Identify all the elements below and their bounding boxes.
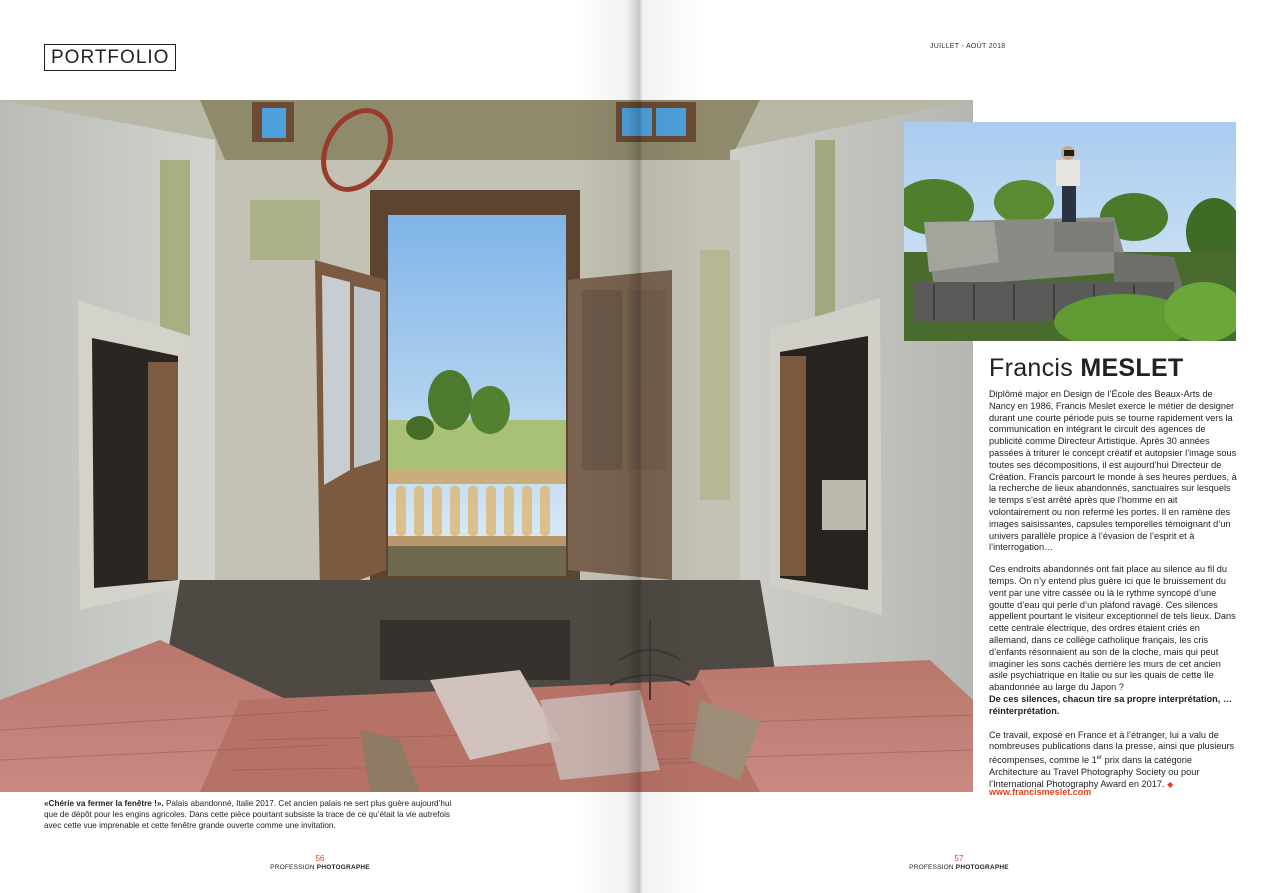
photo-caption — [44, 798, 464, 831]
folio-left — [260, 854, 380, 871]
article-paragraph-3-sup: er — [1096, 755, 1103, 762]
author-last-name: MESLET — [1080, 354, 1184, 382]
author-name — [989, 354, 1239, 382]
publication-name-right-b: PHOTOGRAPHE — [955, 864, 1009, 871]
publication-name-left-b: PHOTOGRAPHE — [316, 864, 370, 871]
article-paragraph-2-bold: De ces silences, chacun tire sa propre interprétation, … réinterprétation. — [989, 693, 1233, 716]
main-photo-abandoned-palace — [0, 100, 973, 792]
inset-photo-photographer-on-tank — [904, 122, 1236, 341]
article-paragraph-2 — [989, 564, 1239, 717]
folio-right — [899, 854, 1019, 871]
publication-name-right-a: PROFESSION — [909, 864, 956, 871]
author-first-name: Francis — [989, 354, 1081, 382]
article-paragraph-3 — [989, 730, 1239, 791]
publication-name-right — [909, 864, 1009, 871]
article-paragraph-3-a: Ce travail, exposé en France et à l’étranger, lui a valu de nombreuses publications dans la presse, ainsi que plusieurs récompenses, comme le 1 — [989, 729, 1235, 766]
page-number-left: 56 — [315, 854, 325, 863]
article-paragraph-1: Diplômé major en Design de l’École des Beaux-Arts de Nancy en 1986, Francis Meslet exerce le métier de designer durant une courte période puis se tourne rapidement vers la communication en intégrant le circuit des agences de publicité comme Directeur Artistique. Après 30 années passées à triturer le concept créatif et autopsier l’image sous toutes ses décompositions, il est aujourd’hui Directeur de Création. Francis parcourt le monde à ses heures perdues, à la recherche de lieux abandonnés, sanctuaires sur lesquels le temps s’est arrêté après que l’homme en ait volontairement ou non refermé les portes. Il en ramène des images saisissantes, capsules temporelles témoignant d’un univers parallèle propice à l’évasion de l’esprit et à l’interrogation… — [989, 389, 1237, 553]
author-website-link[interactable]: www.francismeslet.com — [989, 787, 1092, 797]
section-label: PORTFOLIO — [44, 44, 176, 71]
issue-date: JUILLET - AOÛT 2018 — [930, 43, 1006, 50]
caption-title: «Chérie va fermer la fenêtre !». — [44, 799, 164, 808]
page-number-right: 57 — [954, 854, 964, 863]
publication-name-left — [270, 864, 370, 871]
caption-text: Palais abandonné, Italie 2017. Cet ancien palais ne sert plus guère aujourd’hui que de dépôt pour les engins agricoles. Dans cette pièce pourtant subsiste la trace de ce qu’était la vie autrefois avec cette vue imprenable et cette fenêtre grande ouverte comme une invitation. — [44, 799, 452, 830]
article-column — [989, 354, 1239, 791]
publication-name-left-a: PROFESSION — [270, 864, 317, 871]
end-mark-icon: ◆ — [1167, 779, 1174, 789]
article-paragraph-3-b: prix dans la catégorie Architecture au Travel Photography Society ou pour l’International Photography Award en 2017. — [989, 755, 1200, 789]
article-paragraph-2-text: Ces endroits abandonnés ont fait place au silence au fil du temps. On n’y entend plus guère ici que le bruissement du vent par une vitre cassée ou là le rythme syncopé d’une goutte d’eau qui perle d’un plafond ravagé. Ces silences appellent pourtant le visiteur exceptionnel de tels lieux. Dans cette centrale électrique, des ordres étaient criés en allemand, dans ce collège catholique français, les cris d’enfants résonnaient au son de la cloche, mais qui peut imaginer les sons cachés derrière les murs de cet ancien asile psychiatrique en Italie ou sur les quais de cette île abandonnée au large du Japon ? — [989, 564, 1236, 693]
